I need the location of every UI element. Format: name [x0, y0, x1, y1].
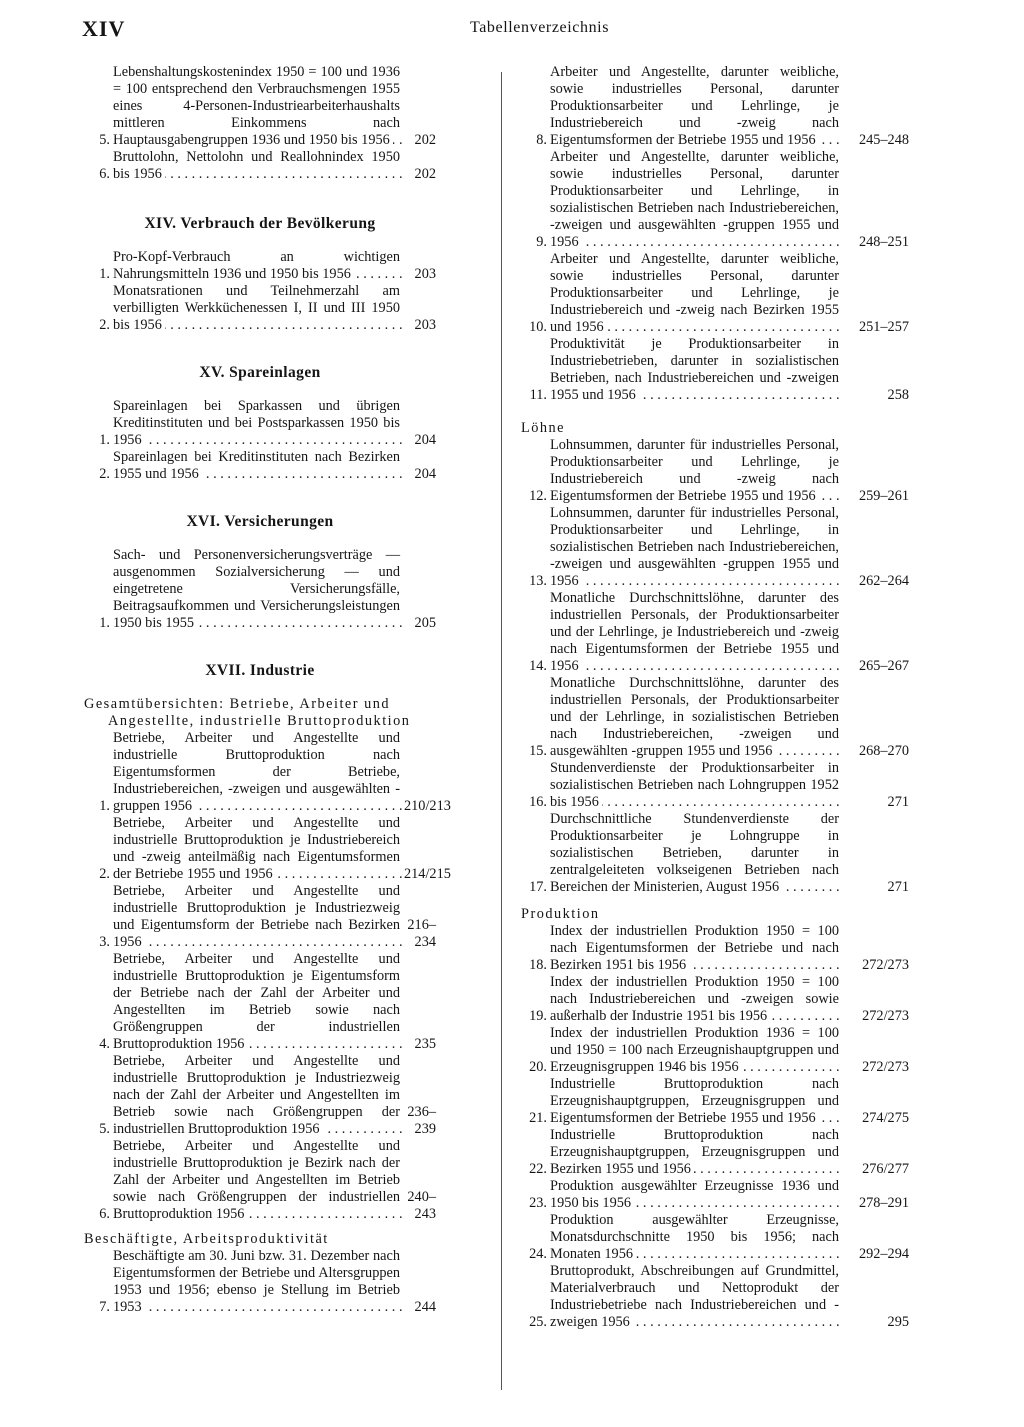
- toc-entry: [84, 951, 436, 1053]
- toc-entry: [521, 437, 909, 505]
- entry-page: 276/277: [839, 1161, 909, 1178]
- toc-entry: [521, 1127, 909, 1178]
- entry-page: 236–239: [404, 1104, 436, 1138]
- entry-title: Betriebe, Arbeiter und Angestellte und industrielle Bruttoproduktion je Industriebereich und -zweig anteilmäßig nach Eigentumsformen der Betriebe 1955 und 1956: [113, 815, 400, 882]
- toc-entry: [521, 1025, 909, 1076]
- entry-title-container: [550, 590, 839, 675]
- entry-title-container: [550, 1025, 839, 1076]
- entry-number: 2.: [99, 317, 110, 333]
- entry-number: 5.: [99, 1121, 110, 1137]
- entry-title-container: [550, 811, 839, 896]
- entry-title: Betriebe, Arbeiter und Angestellte und industrielle Bruttoproduktion je Industriezweig nach der Zahl der Arbeiter und Angestellten im Betrieb sowie nach Größengruppen der industriellen Bruttoproduktion 1956: [113, 1053, 400, 1137]
- toc-entry: [521, 64, 909, 149]
- toc-entry: [84, 283, 436, 334]
- entry-title: Pro-Kopf-Verbrauch an wichtigen Nahrungsmitteln 1936 und 1950 bis 1956: [113, 249, 400, 282]
- group-heading-gesamtuebersichten: Gesamtübersichten: Betriebe, Arbeiter und Angestellte, industrielle Bruttoproduktion: [84, 696, 411, 729]
- entry-title-container: [113, 1248, 404, 1316]
- toc-entry: [521, 675, 909, 760]
- toc-entry: [84, 730, 451, 815]
- entry-number: 1.: [99, 432, 110, 448]
- entry-title-container: [550, 505, 839, 590]
- entry-title: Monatliche Durchschnittslöhne, darunter des industriellen Personals, der Produktionsarbeiter und der Lehrlinge, in sozialistischen Betrieben nach Industriebereichen, -zweigen und ausgewählten -gruppen 1955 und 1956: [550, 675, 839, 759]
- entry-number: 2.: [99, 866, 110, 882]
- entry-title: Betriebe, Arbeiter und Angestellte und industrielle Bruttoproduktion je Industriezweig und Eigentumsform der Betriebe nach Bezirken 1956: [113, 883, 400, 950]
- toc-entry: [84, 149, 436, 183]
- entry-title-container: [113, 951, 404, 1053]
- group-heading-loehne: Löhne: [521, 420, 566, 436]
- entry-title: Betriebe, Arbeiter und Angestellte und industrielle Bruttoproduktion je Eigentumsform der Betriebe nach der Zahl der Arbeiter und Angestellten im Betrieb sowie nach Größengruppen der industriellen Bruttoproduktion 1956: [113, 951, 400, 1052]
- section-heading-xv: XV. Spareinlagen: [199, 364, 321, 381]
- page-header: [82, 16, 927, 44]
- entry-title-container: [113, 449, 404, 483]
- entry-number: 5.: [99, 132, 110, 148]
- entry-title: Sach- und Personenversicherungsverträge — ausgenommen Sozialversicherung — und eingetretene Versicherungsfälle, Beitragsaufkommen und Versicherungsleistungen 1950 bis 1955: [113, 547, 400, 631]
- toc-entry: [521, 1076, 909, 1127]
- entry-title-container: [550, 64, 839, 149]
- entry-number: 13.: [529, 573, 547, 589]
- entry-title-container: [113, 1138, 404, 1223]
- entry-page: 251–257: [839, 319, 909, 336]
- section-xvii-entries-2: [84, 1248, 436, 1316]
- entry-title: Index der industriellen Produktion 1950 = 100 nach Industriebereichen und -zweigen sowie außerhalb der Industrie 1951 bis 1956: [550, 974, 839, 1024]
- entry-page: 204: [404, 432, 436, 449]
- entry-title-container: [550, 336, 839, 404]
- entry-title-container: [550, 974, 839, 1025]
- entry-title: Beschäftigte am 30. Juni bzw. 31. Dezember nach Eigentumsformen der Betriebe und Altersgruppen 1953 und 1956; ebenso je Stellung im Betrieb 1953: [113, 1248, 400, 1315]
- left-column: [84, 64, 451, 1316]
- section-heading-xiv: XIV. Verbrauch der Bevölkerung: [144, 215, 376, 232]
- entry-title: Produktion ausgewählter Erzeugnisse, Monatsdurchschnitte 1950 bis 1956; nach Monaten 1956: [550, 1212, 839, 1262]
- entry-title: Spareinlagen bei Sparkassen und übrigen Kreditinstituten und bei Postsparkassen 1950 bis 1956: [113, 398, 400, 448]
- group-heading-beschaeftigte: Beschäftigte, Arbeitsproduktivität: [84, 1231, 329, 1247]
- entry-title: Arbeiter und Angestellte, darunter weibliche, sowie industrielles Personal, darunter Produktionsarbeiter und Lehrlinge, in sozialistischen Betrieben nach Industriebereichen, -zweigen und ausgewählten -gruppen 1955 und 1956: [550, 149, 839, 250]
- entry-title-container: [550, 251, 839, 336]
- entry-number: 6.: [99, 166, 110, 182]
- entry-title-container: [550, 1263, 839, 1331]
- entry-title-container: [113, 398, 404, 449]
- toc-entry: [84, 1053, 436, 1138]
- section-xvi-entries: [84, 547, 436, 632]
- entry-title-container: [113, 149, 404, 183]
- entry-page: 271: [839, 794, 909, 811]
- entry-page: 240–243: [404, 1189, 436, 1223]
- entry-number: 18.: [529, 957, 547, 973]
- entry-page: 235: [404, 1036, 436, 1053]
- entry-page: 203: [404, 317, 436, 334]
- entry-title: Lebenshaltungskostenindex 1950 = 100 und 1936 = 100 entsprechend den Verbrauchsmengen 1955 eines 4-Personen-Industriearbeiterhaushalts mittleren Einkommens nach Hauptausgabengruppen 1936 und 1950 bis 1956: [113, 64, 400, 148]
- entry-number: 25.: [529, 1314, 547, 1330]
- page-number: XIV: [82, 16, 126, 41]
- entry-title: Betriebe, Arbeiter und Angestellte und industrielle Bruttoproduktion nach Eigentumsformen der Betriebe, Industriebereichen, -zweigen und ausgewählten -gruppen 1956: [113, 730, 400, 814]
- entry-number: 24.: [529, 1246, 547, 1262]
- entry-page: 203: [404, 266, 436, 283]
- entry-title-container: [550, 1076, 839, 1127]
- entry-number: 3.: [99, 934, 110, 950]
- entry-title: Stundenverdienste der Produktionsarbeiter in sozialistischen Betrieben nach Lohngruppen 1952 bis 1956: [550, 760, 839, 810]
- toc-entry: [521, 760, 909, 811]
- section-heading-xvii: XVII. Industrie: [205, 662, 315, 679]
- entry-number: 19.: [529, 1008, 547, 1024]
- entry-title: Spareinlagen bei Kreditinstituten nach Bezirken 1955 und 1956: [113, 449, 400, 482]
- entry-number: 22.: [529, 1161, 547, 1177]
- entry-number: 1.: [99, 798, 110, 814]
- entry-title: Arbeiter und Angestellte, darunter weibliche, sowie industrielles Personal, darunter Produktionsarbeiter und Lehrlinge, je Industriebereich und -zweig nach Bezirken 1955 und 1956: [550, 251, 839, 335]
- entry-page: 205: [404, 615, 436, 632]
- entry-page: 259–261: [839, 488, 909, 505]
- entry-page: 278–291: [839, 1195, 909, 1212]
- toc-entry: [521, 811, 909, 896]
- entry-title: Monatliche Durchschnittslöhne, darunter des industriellen Personals, der Produktionsarbeiter und der Lehrlinge, je Industriebereich und -zweig nach Eigentumsformen der Betriebe 1955 und 1956: [550, 590, 839, 674]
- entry-page: 244: [404, 1299, 436, 1316]
- entry-page: 292–294: [839, 1246, 909, 1263]
- entry-page: 272/273: [839, 1008, 909, 1025]
- entry-title-container: [550, 149, 839, 251]
- toc-entry: [521, 1212, 909, 1263]
- right-column: [521, 64, 909, 1331]
- entry-title: Produktion ausgewählter Erzeugnisse 1936 und 1950 bis 1956: [550, 1178, 839, 1211]
- entry-title-container: [113, 249, 404, 283]
- top-entries: [84, 64, 436, 183]
- entry-title: Bruttolohn, Nettolohn und Reallohnindex 1950 bis 1956: [113, 149, 400, 182]
- entry-number: 14.: [529, 658, 547, 674]
- entry-title: Produktivität je Produktionsarbeiter in Industriebetrieben, darunter in sozialistischen Betrieben, nach Industriebereichen und -zweigen 1955 und 1956: [550, 336, 839, 403]
- toc-entry: [521, 505, 909, 590]
- entry-number: 20.: [529, 1059, 547, 1075]
- toc-entry: [521, 1178, 909, 1212]
- entry-page: 204: [404, 466, 436, 483]
- entry-number: 7.: [99, 1299, 110, 1315]
- toc-entry: [84, 1248, 436, 1316]
- entry-title: Arbeiter und Angestellte, darunter weibliche, sowie industrielles Personal, darunter Produktionsarbeiter und Lehrlinge, je Industriebereich und -zweig nach Eigentumsformen der Betriebe 1955 und 1956: [550, 64, 839, 148]
- entry-page: 271: [839, 879, 909, 896]
- entry-title-container: [550, 1178, 839, 1212]
- entry-title-container: [550, 675, 839, 760]
- right-entries-c: [521, 923, 909, 1331]
- entry-title-container: [550, 1127, 839, 1178]
- toc-entry: [521, 251, 909, 336]
- right-entries-a: [521, 64, 909, 404]
- entry-page: 272/273: [839, 957, 909, 974]
- entry-title: Lohnsummen, darunter für industrielles Personal, Produktionsarbeiter und Lehrlinge, je Industriebereich und -zweig nach Eigentumsformen der Betriebe 1955 und 1956: [550, 437, 839, 504]
- toc-entry: [521, 974, 909, 1025]
- page-title: Tabellenverzeichnis: [469, 19, 610, 36]
- entry-page: 202: [404, 166, 436, 183]
- entry-title: Index der industriellen Produktion 1936 = 100 und 1950 = 100 nach Erzeugnishauptgruppen und Erzeugnisgruppen 1946 bis 1956: [550, 1025, 839, 1075]
- group-heading-produktion: Produktion: [521, 906, 600, 922]
- toc-entry: [521, 149, 909, 251]
- entry-title: Index der industriellen Produktion 1950 = 100 nach Eigentumsformen der Betriebe und nach Bezirken 1951 bis 1956: [550, 923, 839, 973]
- entry-title-container: [113, 547, 404, 632]
- entry-number: 2.: [99, 466, 110, 482]
- toc-entry: [84, 398, 436, 449]
- entry-title-container: [113, 815, 404, 883]
- entry-number: 12.: [529, 488, 547, 504]
- entry-page: 202: [404, 132, 436, 149]
- entry-page: 262–264: [839, 573, 909, 590]
- toc-entry: [84, 1138, 436, 1223]
- entry-page: 295: [839, 1314, 909, 1331]
- section-heading-xvi: XVI. Versicherungen: [186, 513, 334, 530]
- entry-number: 9.: [536, 234, 547, 250]
- entry-number: 10.: [529, 319, 547, 335]
- entry-title-container: [113, 883, 404, 951]
- entry-title: Industrielle Bruttoproduktion nach Erzeugnishauptgruppen, Erzeugnisgruppen und Eigentumsformen der Betriebe 1955 und 1956: [550, 1076, 839, 1126]
- entry-number: 16.: [529, 794, 547, 810]
- entry-page: 274/275: [839, 1110, 909, 1127]
- section-xvii-entries-1: [84, 730, 451, 1223]
- entry-number: 1.: [99, 615, 110, 631]
- entry-number: 6.: [99, 1206, 110, 1222]
- entry-title: Industrielle Bruttoproduktion nach Erzeugnishauptgruppen, Erzeugnisgruppen und Bezirken 1955 und 1956: [550, 1127, 839, 1177]
- entry-page: 248–251: [839, 234, 909, 251]
- toc-entry: [84, 249, 436, 283]
- entry-number: 21.: [529, 1110, 547, 1126]
- toc-entry: [84, 449, 436, 483]
- section-xiv-entries: [84, 249, 436, 334]
- entry-title-container: [113, 64, 404, 149]
- toc-entry: [84, 64, 436, 149]
- right-entries-b: [521, 437, 909, 896]
- entry-number: 4.: [99, 1036, 110, 1052]
- entry-page: 272/273: [839, 1059, 909, 1076]
- entry-title-container: [113, 730, 404, 815]
- toc-entry: [521, 923, 909, 974]
- section-xv-entries: [84, 398, 436, 483]
- toc-entry: [521, 336, 909, 404]
- entry-title-container: [550, 760, 839, 811]
- entry-title: Bruttoprodukt, Abschreibungen auf Grundmittel, Materialverbrauch und Nettoprodukt der Industriebetriebe nach Industriebereichen und -zweigen 1956: [550, 1263, 839, 1330]
- entry-page: 214/215: [404, 866, 451, 882]
- entry-page: 245–248: [839, 132, 909, 149]
- entry-title-container: [550, 437, 839, 505]
- toc-entry: [84, 547, 436, 632]
- entry-number: 8.: [536, 132, 547, 148]
- entry-page: 265–267: [839, 658, 909, 675]
- entry-title-container: [550, 923, 839, 974]
- toc-entry: [84, 883, 436, 951]
- entry-number: 17.: [529, 879, 547, 895]
- entry-title-container: [550, 1212, 839, 1263]
- toc-entry: [84, 815, 451, 883]
- entry-number: 1.: [99, 266, 110, 282]
- entry-number: 23.: [529, 1195, 547, 1211]
- entry-page: 216–234: [404, 917, 436, 951]
- entry-page: 258: [839, 387, 909, 404]
- entry-title: Lohnsummen, darunter für industrielles Personal, Produktionsarbeiter und Lehrlinge, in sozialistischen Betrieben nach Industriebereichen, -zweigen und ausgewählten -gruppen 1955 und 1956: [550, 505, 839, 589]
- toc-entry: [521, 1263, 909, 1331]
- column-divider: [501, 72, 502, 1390]
- entry-title: Durchschnittliche Stundenverdienste der Produktionsarbeiter je Lohngruppe in sozialistischen Betrieben, darunter in zentralgeleiteten volkseigenen Betrieben nach Bereichen der Ministerien, August 1956: [550, 811, 839, 895]
- toc-entry: [521, 590, 909, 675]
- entry-title: Betriebe, Arbeiter und Angestellte und industrielle Bruttoproduktion je Bezirk nach der Zahl der Arbeiter und Angestellten im Betrieb sowie nach Größengruppen der industriellen Bruttoproduktion 1956: [113, 1138, 400, 1222]
- entry-page: 268–270: [839, 743, 909, 760]
- entry-title-container: [113, 283, 404, 334]
- entry-title: Monatsrationen und Teilnehmerzahl am verbilligten Werkküchenessen I, II und III 1950 bis 1956: [113, 283, 400, 333]
- entry-number: 11.: [529, 387, 547, 403]
- entry-title-container: [113, 1053, 404, 1138]
- entry-page: 210/213: [404, 798, 451, 814]
- entry-number: 15.: [529, 743, 547, 759]
